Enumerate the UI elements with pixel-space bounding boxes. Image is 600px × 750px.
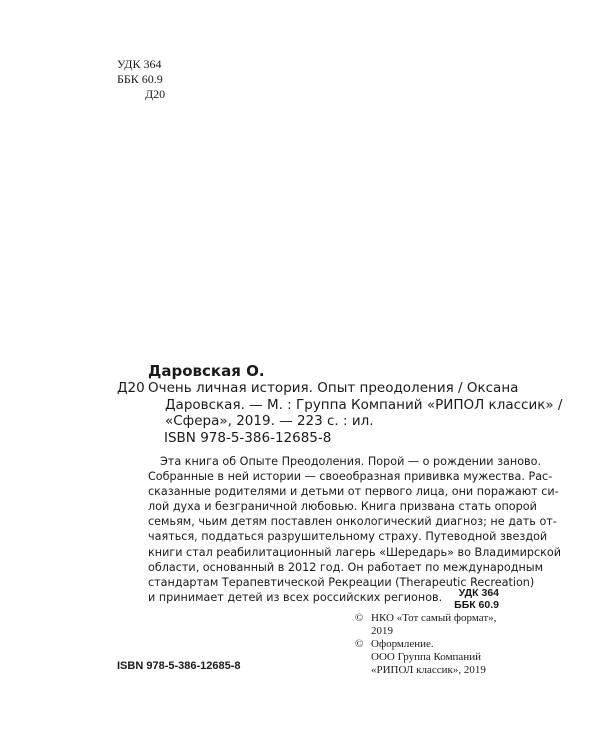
author-mark: Д20 [145,87,166,101]
classification-block [117,57,165,102]
author-code: Д20 [117,380,145,396]
annotation-line: области, основанный в 2012 год. Он работает по международным [148,560,544,574]
title-line: Даровская. — М. : Группа Компаний «РИПОЛ классик» / [165,396,563,413]
annotation-line: Эта книга об Опыте Преодоления. Порой — о рождении заново. [160,455,542,468]
copyright-block [355,612,496,677]
copyright-entry [355,612,496,638]
title-record [148,380,563,430]
copyright-line: НКО «Тот самый формат», [371,612,497,624]
isbn-record: ISBN 978-5-386-12685-8 [164,430,332,446]
udk-bottom: УДК 364 [458,587,499,599]
copyright-symbol: © [355,612,364,624]
annotation-line: и принимает детей из всех российских регионов. [148,590,443,604]
copyright-symbol: © [355,638,364,650]
classification-bottom [454,587,499,611]
annotation-line: Собранные в ней истории — своеобразная прививка мужества. Рас- [148,470,553,484]
title-line: Очень личная история. Опыт преодоления / Оксана [148,380,519,396]
author-name: Даровская О. [148,362,265,380]
annotation [148,454,561,605]
annotation-line: семьям, чьим детям поставлен онкологический диагноз; не дать от- [148,515,557,529]
copyright-line: «РИПОЛ классик», 2019 [371,664,486,676]
udk-label: УДК 364 [117,57,162,71]
annotation-line: стандартам Терапевтической Рекреации (Therapeutic Recreation) [148,575,535,589]
annotation-line: чаяться, поддаться разрушительному страху. Путеводной звездой [148,530,548,544]
bbk-label: ББК 60.9 [117,72,163,86]
isbn-bottom: ISBN 978-5-386-12685-8 [117,660,241,672]
copyright-line: ООО Группа Компаний [371,651,481,663]
copyright-entry [355,638,496,677]
annotation-line: книги стал реабилитационный лагерь «Шередарь» во Владимирской [148,545,561,559]
annotation-line: сказанные родителями и детьми от первого лица, они поражают си- [148,485,559,499]
copyright-line: 2019 [371,625,393,637]
title-line: «Сфера», 2019. — 223 с. : ил. [165,413,374,429]
annotation-line: лой духа и безграничной любовью. Книга призвана стать опорой [148,500,537,514]
copyright-line: Оформление. [371,638,434,650]
bbk-bottom: ББК 60.9 [454,599,499,611]
